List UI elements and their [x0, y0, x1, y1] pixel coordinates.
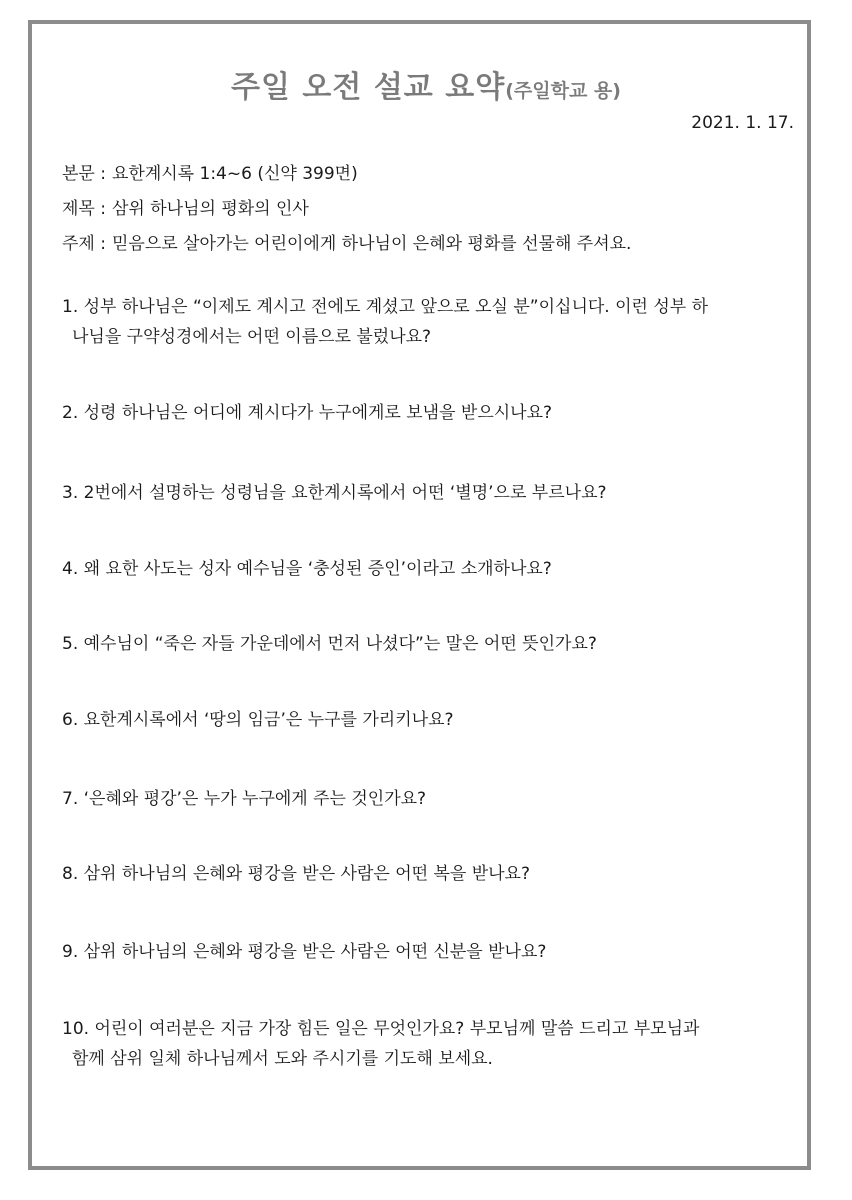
meta-theme — [62, 227, 631, 262]
meta-subject — [62, 192, 631, 227]
question-line: 나님을 구약성경에서는 어떤 이름으로 불렀나요? — [72, 327, 432, 347]
question-9 — [62, 937, 792, 967]
question-line: 9. 삼위 하나님의 은혜와 평강을 받은 사람은 어떤 신분을 받나요? — [62, 942, 547, 962]
question-line: 6. 요한계시록에서 ‘땅의 임금’은 누구를 가리키나요? — [62, 710, 454, 730]
question-line: 2. 성령 하나님은 어디에 계시다가 누구에게로 보냄을 받으시나요? — [62, 403, 553, 423]
meta-label: 주제 : — [62, 234, 106, 254]
question-8 — [62, 859, 792, 889]
question-line: 7. ‘은혜와 평강’은 누가 누구에게 주는 것인가요? — [62, 789, 427, 809]
meta-value: 요한계시록 1:4~6 (신약 399면) — [111, 164, 358, 184]
question-5 — [62, 629, 792, 659]
meta-label: 제목 : — [62, 199, 106, 219]
question-line: 8. 삼위 하나님의 은혜와 평강을 받은 사람은 어떤 복을 받나요? — [62, 864, 531, 884]
question-line: 10. 어린이 여러분은 지금 가장 힘든 일은 무엇인가요? 부모님께 말씀 드리고 부모님과 — [62, 1019, 700, 1039]
page-title — [0, 62, 852, 106]
question-line: 3. 2번에서 설명하는 성령님을 요한계시록에서 어떤 ‘별명’으로 부르나요? — [62, 483, 607, 503]
meta-value: 믿음으로 살아가는 어린이에게 하나님이 은혜와 평화를 선물해 주셔요. — [111, 234, 632, 254]
question-3 — [62, 478, 792, 508]
question-line: 함께 삼위 일체 하나님께서 도와 주시기를 기도해 보세요. — [72, 1049, 493, 1069]
question-7 — [62, 784, 792, 814]
meta-scripture — [62, 157, 631, 192]
question-4 — [62, 554, 792, 584]
question-line: 1. 성부 하나님은 “이제도 계시고 전에도 계셨고 앞으로 오실 분”이십니다. 이런 성부 하 — [62, 297, 709, 317]
question-1 — [62, 292, 792, 352]
meta-label: 본문 : — [62, 164, 106, 184]
title-subtitle: (주일학교 용) — [505, 80, 621, 102]
meta-value: 삼위 하나님의 평화의 인사 — [111, 199, 309, 219]
sermon-meta — [62, 157, 631, 262]
title-main: 주일 오전 설교 요약 — [231, 70, 506, 105]
sermon-date: 2021. 1. 17. — [691, 113, 794, 133]
question-10 — [62, 1014, 792, 1074]
question-line: 5. 예수님이 “죽은 자들 가운데에서 먼저 나셨다”는 말은 어떤 뜻인가요? — [62, 634, 597, 654]
question-2 — [62, 398, 792, 428]
question-line: 4. 왜 요한 사도는 성자 예수님을 ‘충성된 증인’이라고 소개하나요? — [62, 559, 552, 579]
question-6 — [62, 705, 792, 735]
